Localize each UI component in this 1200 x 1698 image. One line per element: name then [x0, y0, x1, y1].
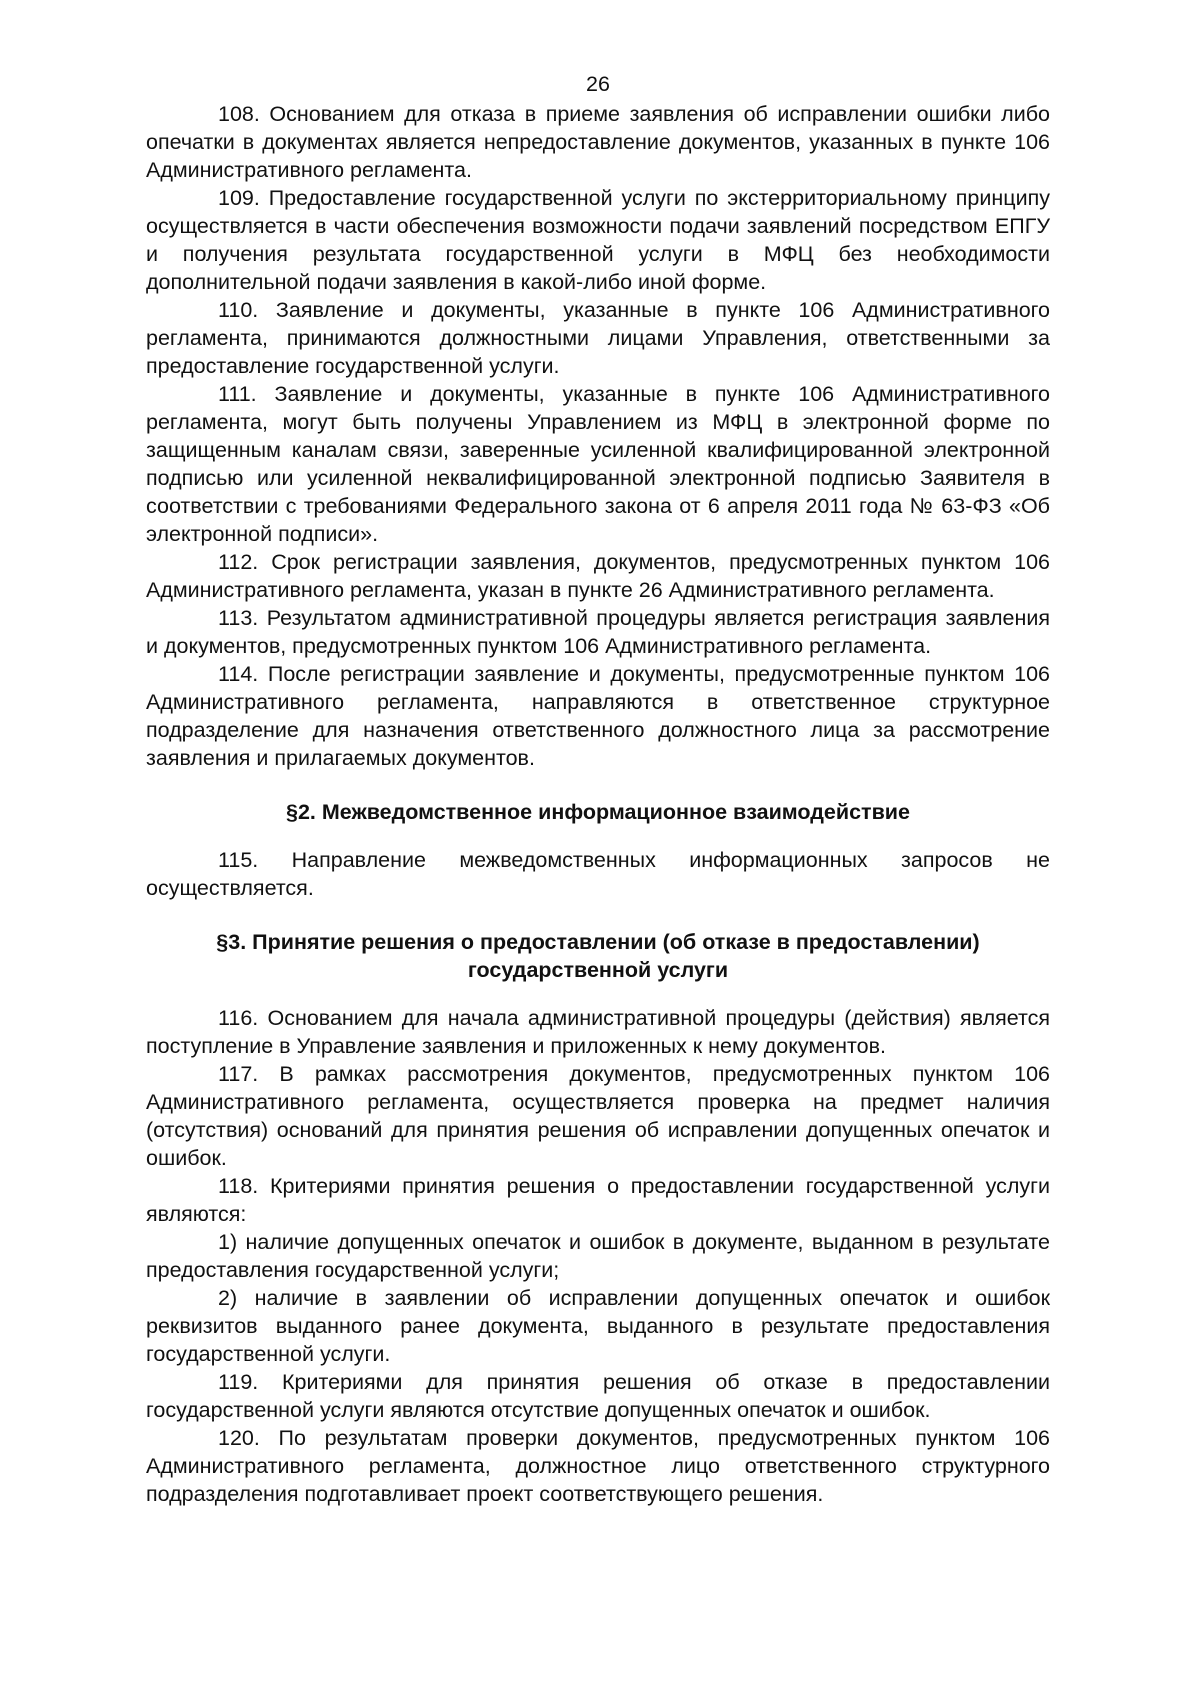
- list-item-118-2: 2) наличие в заявлении об исправлении допущенных опечаток и ошибок реквизитов выданного ранее документа, выданного в результате предоставления государственной услуги.: [146, 1286, 1050, 1366]
- page-number: 26: [586, 72, 610, 96]
- paragraph-113: 113. Результатом административной процедуры является регистрация заявления и документов, предусмотренных пунктом 106 Административного регламента.: [146, 606, 1050, 658]
- section-heading-2: §2. Межведомственное информационное взаимодействие: [286, 800, 910, 824]
- paragraph-120: 120. По результатам проверки документов, предусмотренных пунктом 106 Административного регламента, должностное лицо ответственного структурного подразделения подготавливает проект соответствующего решения.: [146, 1426, 1050, 1506]
- paragraph-119: 119. Критериями для принятия решения об отказе в предоставлении государственной услуги являются отсутствие допущенных опечаток и ошибок.: [146, 1370, 1050, 1422]
- paragraph-114: 114. После регистрации заявление и документы, предусмотренные пунктом 106 Административного регламента, направляются в ответственное структурное подразделение для назначения ответственного должностного лица за рассмотрение заявления и прилагаемых документов.: [146, 662, 1050, 770]
- paragraph-117: 117. В рамках рассмотрения документов, предусмотренных пунктом 106 Административного регламента, осуществляется проверка на предмет наличия (отсутствия) оснований для принятия решения об исправлении допущенных опечаток и ошибок.: [146, 1062, 1050, 1170]
- paragraph-118: 118. Критериями принятия решения о предоставлении государственной услуги являются:: [146, 1174, 1050, 1226]
- paragraph-110: 110. Заявление и документы, указанные в пункте 106 Административного регламента, принимаются должностными лицами Управления, ответственными за предоставление государственной услуги.: [146, 298, 1050, 378]
- paragraph-112: 112. Срок регистрации заявления, документов, предусмотренных пунктом 106 Административного регламента, указан в пункте 26 Административного регламента.: [146, 550, 1050, 602]
- list-item-118-1: 1) наличие допущенных опечаток и ошибок в документе, выданном в результате предоставления государственной услуги;: [146, 1230, 1050, 1282]
- paragraph-109: 109. Предоставление государственной услуги по экстерриториальному принципу осуществляется в части обеспечения возможности подачи заявлений посредством ЕПГУ и получения результата государственной услуги в МФЦ без необходимости дополнительной подачи заявления в какой-либо иной форме.: [146, 186, 1050, 294]
- paragraph-108: 108. Основанием для отказа в приеме заявления об исправлении ошибки либо опечатки в документах является непредоставление документов, указанных в пункте 106 Административного регламента.: [146, 102, 1050, 182]
- section-heading-3-line1: §3. Принятие решения о предоставлении (об отказе в предоставлении): [216, 930, 980, 954]
- document-page: [146, 70, 1050, 1508]
- paragraph-115: 115. Направление межведомственных информационных запросов не осуществляется.: [146, 848, 1050, 900]
- paragraph-116: 116. Основанием для начала административной процедуры (действия) является поступление в Управление заявления и приложенных к нему документов.: [146, 1006, 1050, 1058]
- section-heading-3-line2: государственной услуги: [467, 958, 729, 982]
- section-heading-3: [146, 928, 1050, 984]
- paragraph-111: 111. Заявление и документы, указанные в пункте 106 Административного регламента, могут быть получены Управлением из МФЦ в электронной форме по защищенным каналам связи, заверенные усиленной квалифицированной электронной подписью или усиленной неквалифицированной электронной подписью Заявителя в соответствии с требованиями Федерального закона от 6 апреля 2011 года № 63-ФЗ «Об электронной подписи».: [146, 382, 1050, 546]
